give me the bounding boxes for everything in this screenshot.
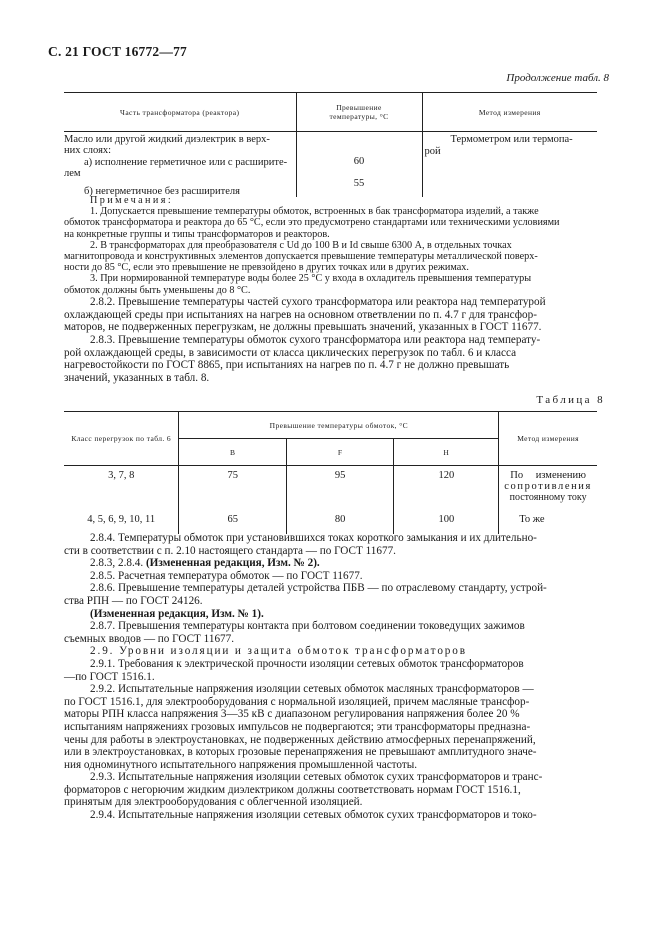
table-row (64, 466, 597, 515)
text-line: маторов, не подверженных перегрузкам, не должны превышать значений, указанных в ГОСТ 11677. (64, 321, 542, 334)
note-2-line1: 2. В трансформаторах для преобразователя с Ud до 100 В и Id свыше 6300 А, в отдельных точках (90, 239, 512, 251)
table-cell: 3, 7, 8 (108, 470, 135, 481)
table-cell: 120 (394, 466, 499, 515)
table-cell: 65 (179, 514, 286, 534)
body-text (64, 532, 600, 822)
row-oil-line2: них слоях: (64, 145, 112, 157)
edit-note-1: 2.8.3, 2.8.4. (Измененная редакция, Изм. № 2). (90, 557, 320, 570)
note-2-line3: ности до 85 °С, если это превышение не превзойдено в других точках или в других режимах. (64, 262, 469, 274)
table-row (64, 514, 597, 534)
notes-block (64, 195, 600, 296)
col-group-temperature: Превышение температуры обмоток, °С (179, 412, 499, 439)
text-line: 2.8.2. Превышение температуры частей сухого трансформатора или реактора над температурой (90, 296, 546, 308)
method-line2: рой (424, 146, 441, 157)
paragraph-2-9-1-cont: —по ГОСТ 1516.1. (64, 670, 155, 683)
paragraph-2-8-7: 2.8.7. Превышения температуры контакта при болтовом соединении токоведущих зажимов (90, 620, 525, 633)
col-header-part: Часть трансформатора (реактора) (64, 93, 296, 132)
col-header-temp: Превышение температуры, °С (296, 93, 422, 132)
text-line: охлаждающей среды при испытаниях на нагрев на основном ответвлении по п. 4.7 г для трансфор- (64, 308, 537, 321)
text-line: значений, указанных в табл. 8. (64, 371, 210, 384)
text-line: чены для работы в электроустановках, не подверженных действию атмосферных перенапряжений, (64, 733, 536, 746)
text-line: 2.8.3. Превышение температуры обмоток сухого трансформатора или реактора над температу- (90, 334, 541, 346)
table-8-label: Таблица 8 (536, 394, 605, 406)
paragraph-2-8-5: 2.8.5. Расчетная температура обмоток — по ГОСТ 11677. (90, 569, 363, 582)
method-line1: Термометром или термопа- (450, 134, 573, 145)
method-text: По изменению (510, 470, 586, 481)
text-line: маторы РПН класса напряжения 3—35 кВ с диапазоном регулирования напряжения более 20 % (64, 708, 520, 721)
paragraph-2-8-3 (64, 334, 600, 384)
row-oil-line1: Масло или другой жидкий диэлектрик в верх- (64, 134, 270, 145)
page-header: С. 21 ГОСТ 16772—77 (48, 44, 187, 59)
text-line: по ГОСТ 1516.1, для электрооборудования с нормальной изоляцией, причем масляные трансфор- (64, 695, 530, 708)
value-a: 60 (353, 156, 365, 167)
table-8 (64, 411, 597, 534)
col-header-class: Класс перегрузок по табл. 6 (64, 412, 179, 466)
paragraph-2-8-6-cont: ства РПН — по ГОСТ 24126. (64, 594, 203, 607)
table-header-row (64, 93, 597, 132)
note-1-line1: 1. Допускается превышение температуры обмоток, встроенных в бак трансформатора изделий, а также (90, 206, 539, 218)
note-3-line1: 3. При нормированной температуре воды более 25 °С у входа в охладитель превышения температуры (90, 273, 532, 285)
section-2-9-heading: 2.9. Уровни изоляции и защита обмоток трансформаторов (90, 645, 467, 658)
text-line: ния одноминутного испытательного напряжения промышленной частоты. (64, 758, 418, 771)
paragraph-2-8-2 (64, 296, 600, 334)
col-header-method: Метод измерения (422, 93, 597, 132)
text-line: нагревостойкости по ГОСТ 8865, при испытаниях на нагрев по п. 4.7 г не должно превышать (64, 359, 510, 372)
text-line: форматоров с негорючим жидким диэлектриком должны соответствовать нормам ГОСТ 1516.1, (64, 783, 521, 796)
paragraph-2-8-6: 2.8.6. Превышение температуры деталей устройства ПБВ — по отраслевому стандарту, устрой- (90, 582, 547, 595)
paragraph-2-8-4: 2.8.4. Температуры обмоток при установившихся токах короткого замыкания и их длительно- (90, 532, 537, 544)
table-8-continuation (64, 92, 597, 197)
col-header-method: Метод измерения (499, 412, 597, 466)
row-b: б) негерметичное без расширителя (84, 185, 240, 197)
col-header-f: F (286, 439, 393, 466)
note-1-line3: на конкретные группы и типы трансформаторов и реакторов. (64, 228, 330, 240)
text-line: рой охлаждающей среды, в зависимости от класса циклических перегрузок по табл. 6 и класса (64, 346, 517, 359)
note-2-line2: магнитопровода и конструктивных элементов допускается превышение температуры металлической поверх- (64, 251, 538, 263)
paragraph-2-9-3: 2.9.3. Испытательные напряжения изоляции сетевых обмоток сухих трансформаторов и транс- (90, 771, 543, 784)
notes-title: Примечания: (90, 195, 174, 206)
table-cell: То же (499, 514, 597, 534)
table-cell: 80 (286, 514, 393, 534)
table-cell: 100 (394, 514, 499, 534)
note-3-line2: обмоток должны быть уменьшены до 8 °С. (64, 284, 251, 296)
row-a-line2: лем (64, 168, 81, 180)
paragraph-2-9-4: 2.9.4. Испытательные напряжения изоляции сетевых обмоток сухих трансформаторов и токо- (90, 809, 537, 822)
note-1-line2: обмоток трансформатора и реактора до 65 °С, если это предусмотрено стандартами или техническими условиями (64, 217, 560, 229)
paragraph-2-9-2: 2.9.2. Испытательные напряжения изоляции сетевых обмоток масляных трансформаторов — (90, 683, 534, 696)
text-line: принятым для электрооборудования с облегченной изоляцией. (64, 796, 363, 809)
paragraph-2-9-1: 2.9.1. Требования к электрической прочности изоляции сетевых обмоток трансформаторов (90, 657, 524, 670)
method-text: сопротивления (504, 481, 592, 492)
table-cell: 95 (286, 466, 393, 515)
table-cell (499, 466, 597, 515)
col-header-b: B (179, 439, 286, 466)
method-text: постоянному току (509, 492, 587, 503)
table-cell: 75 (179, 466, 286, 515)
text-line: испытаниям напряжениях грозовых импульсов не подвергаются; эти трансформаторы предназна- (64, 720, 531, 733)
paragraph-2-8-7-cont: съемных вводов — по ГОСТ 11677. (64, 632, 235, 645)
col-header-h: H (394, 439, 499, 466)
text-line: или в электроустановках, в которых грозовые перенапряжения не превышают амплитудного значе- (64, 746, 537, 759)
edit-note-2: (Измененная редакция, Изм. № 1). (90, 607, 264, 620)
table-continuation-label: Продолжение табл. 8 (506, 72, 609, 84)
table-row (64, 132, 597, 198)
value-b: 55 (353, 178, 365, 189)
table-cell: 4, 5, 6, 9, 10, 11 (87, 514, 156, 525)
row-a-line1: а) исполнение герметичное или с расширите- (84, 156, 288, 168)
paragraph-2-8-4-cont: сти в соответствии с п. 2.10 настоящего стандарта — по ГОСТ 11677. (64, 544, 396, 557)
